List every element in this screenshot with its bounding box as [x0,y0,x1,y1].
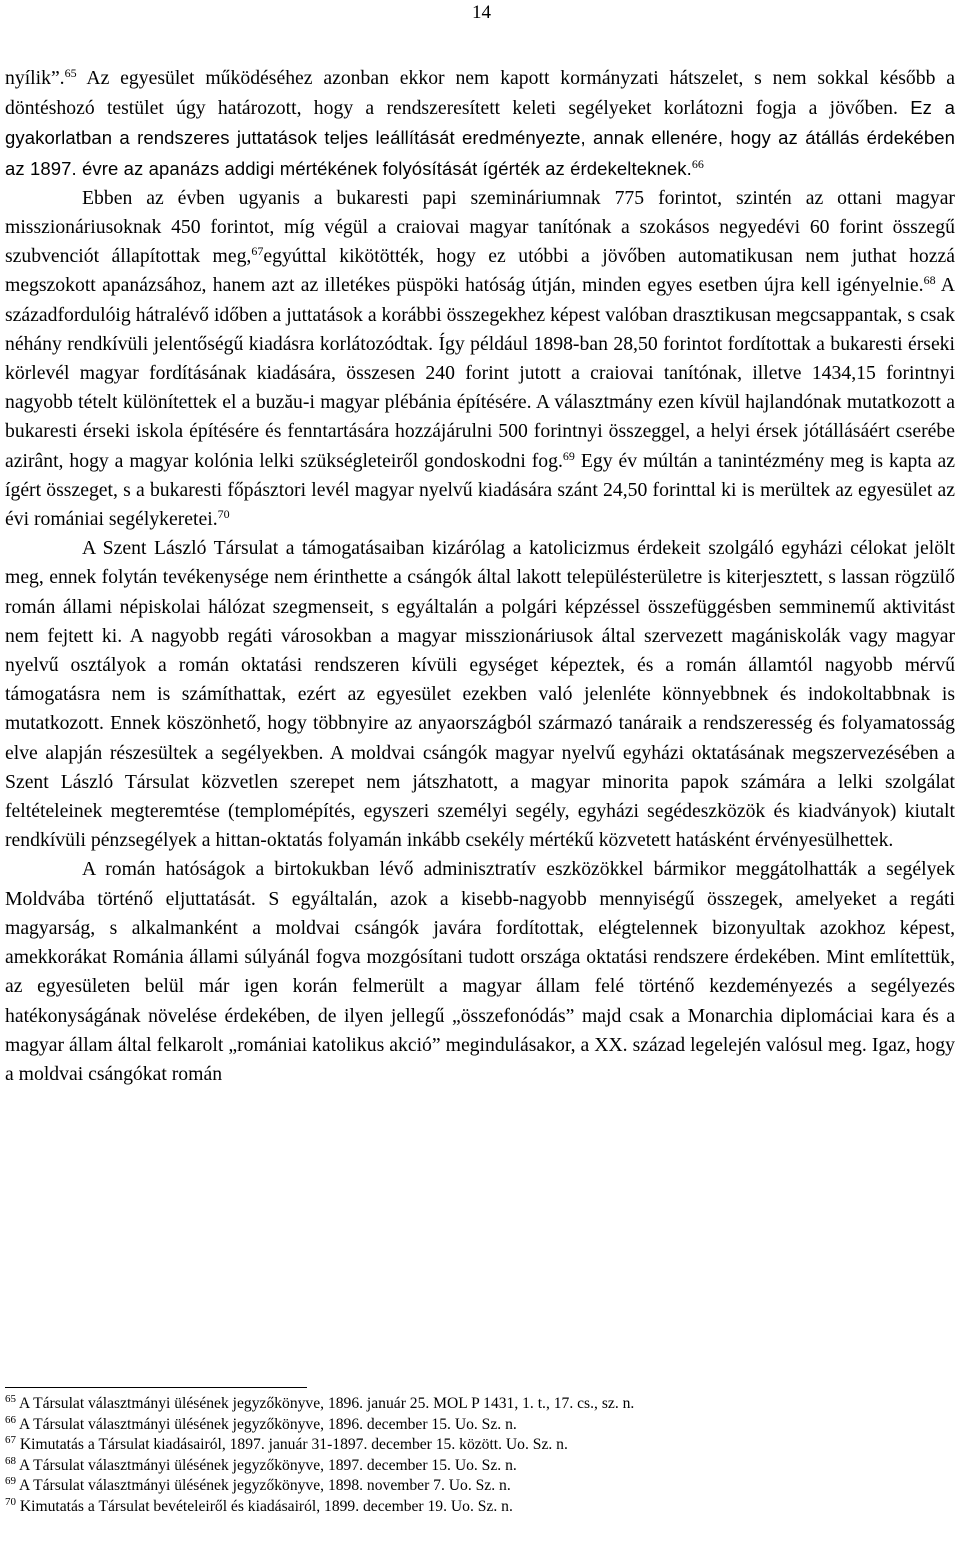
text-segment: egyúttal kikötötték, hogy ez utóbbi a jövőben automatikusan nem juthat hozzá megszokott apanázsához, hanem azt az illetékes püspöki hatóság útján, minden egyes esetben újra kell igényelnie. [5,245,955,297]
footnote-text: A Társulat választmányi ülésének jegyzőkönyve, 1896. december 15. Uo. Sz. n. [19,1415,517,1433]
text-segment: Ez a gyakorlatban a rendszeres juttatások teljes leállítását eredményezte, annak ellenére, hogy az átállás érdekében az 1897. évre az apanázs addigi mértékének folyósítását ígérték az érdekelteknek. [5,97,955,179]
body-text [5,64,955,1089]
footnote-reference: 65 [64,66,77,80]
page-number: 14 [472,2,491,23]
footnote-number: 69 [5,1475,16,1488]
text-segment: Egy év múltán a tanintézmény meg is kapta az ígért összeget, s a bukaresti főpásztori levél magyar nyelvű kiadására szánt 24,50 forinttal ki is merültek az egyesület az évi romániai segélykeretei. [5,449,955,531]
footnote-text: A Társulat választmányi ülésének jegyzőkönyve, 1896. január 25. MOL P 1431, 1. t., 17. cs., sz. n. [19,1395,635,1412]
text-segment: A Szent László Társulat a támogatásaiban kizárólag a katolicizmus érdekeit szolgáló egyházi célokat jelölt meg, ennek folytán tevékenysége nem érinthette a csángók által lakott településterületre is kiterjesztett, s lassan rögzülő román állami népiskolai hálózat szegmenseit, s egyáltalán a polgári képzéssel összefüggésben semminemű aktivitást nem fejtett ki. A nagyobb regáti városokban a magyar misszionáriusok által szervezett magániskolák vagy magyar nyelvű osztályok a román oktatási rendszeren kívüli egységet képeztek, és a román államtól nagyobb mérvű támogatásra nem is számíthattak, ezért az egyesület ezekben való jelenléte könnyebbnek és indokoltabbnak is mutatkozott. Ennek köszönhető, hogy többnyire az anyaországból származó tanáraik a rendszeresség és folyamatosság elve alapján részesültek a segélyekben. A moldvai csángók magyar nyelvű egyházi oktatásának megszervezésében a Szent László Társulat közvetlen szerepet nem játszhatott, a magyar minorita papok számára a lelki szolgálat feltételeinek megteremtése (templomépítés, egyszeri személyi segély, egyházi segédeszközök és kiadványok) kiutalt rendkívüli pénzsegélyek a hittan-oktatás folyamán inkább csekély mértékű közvetett hatásként érvényesülhettek. [5,537,955,852]
footnote-number: 66 [5,1413,16,1426]
footnote [5,1476,955,1497]
footnote-reference: 70 [217,507,230,522]
footnote [5,1415,955,1436]
footnote-separator [5,1387,307,1388]
footnote-text: A Társulat választmányi ülésének jegyzőkönyve, 1898. november 7. Uo. Sz. n. [19,1477,511,1495]
footnote-reference: 68 [923,273,936,288]
footnote-reference: 66 [691,156,704,171]
paragraph [5,855,955,1089]
paragraph [5,64,955,184]
footnote [5,1497,955,1518]
text-segment: Az egyesület működéséhez azonban ekkor nem kapott kormányzati hátszelet, s nem sokkal később a döntéshozó testület úgy határozott, hogy a rendszeresített keleti segélyeket korlátozni fogja a jövőben. [5,67,955,120]
footnote [5,1435,955,1456]
footnote-number: 65 [5,1393,16,1405]
footnote-reference: 67 [251,244,264,259]
paragraph [5,184,955,534]
text-segment: A román hatóságok a birtokukban lévő adminisztratív eszközökkel bármikor meggátolhatták a segélyek Moldvába történő eljuttatását. S egyáltalán, azok a kisebb-nagyobb mennyiségű összegek, amelyeket a regáti magyarság, s alkalmanként a moldvai csángók javára fordítottak, elégtelennek bizonyultak azokhoz képest, amekkorákat Románia állami súlyánál fogva mozgósítani tudott országa oktatási rendszere érdekében. Mint említettük, az egyesületen belül már igen korán felmerült a magyar állam felé történő kezdeményezés a segélyezés hatékonyságának növelése érdekében, de ilyen jellegű „összefonódás” majd csak a Monarchia diplomáciai kara és a magyar állam által felkarolt „romániai katolikus akció” megindulásakor, a XX. század legelején valósul meg. Igaz, hogy a moldvai csángókat román [5,858,955,1085]
footnote-text: Kimutatás a Társulat bevételeiről és kiadásairól, 1899. december 19. Uo. Sz. n. [19,1497,513,1515]
footnote-text: A Társulat választmányi ülésének jegyzőkönyve, 1897. december 15. Uo. Sz. n. [19,1456,517,1474]
footnote-number: 67 [5,1434,16,1447]
footnote-text: Kimutatás a Társulat kiadásairól, 1897. január 31-1897. december 15. között. Uo. Sz. n. [19,1436,568,1454]
footnotes [5,1394,955,1518]
footnote-reference: 69 [562,448,575,463]
text-segment: Ebben az évben ugyanis a bukaresti papi szemináriumnak 775 forintot, szintén az ottani magyar misszionáriusoknak 450 forintot, míg végül a craiovai magyar tanítónak a szokásos negyedévi 60 forint összegű szubvenciót állapítottak meg, [5,186,955,268]
text-segment: nyílik”. [5,67,65,89]
footnote-number: 70 [5,1495,16,1508]
footnote-number: 68 [5,1454,16,1467]
paragraph [5,534,955,855]
text-segment: A századfordulóig hátralévő időben a juttatások a korábbi összegekhez képest valóban drasztikusan megcsappantak, s csak néhány rendkívüli jelentőségű kiadásra korlátozódtak. Így például 1898-ban 28,50 forintot fordítottak a bukaresti érseki körlevél magyar fordításának kiadására, összesen 240 forint jutott a craiovai tanítónak, illetve 1434,15 forintnyi nagyobb tételt különítettek el a buzău-i magyar plébánia építésére. A választmány ezen kívül hajlandónak mutatkozott a bukaresti érseki iskola építésére és fenntartására hozzájárulni 500 forintnyi összeggel, a helyi érsek jótállásáért cserébe azirânt, hogy a magyar kolónia lelki szükségleteiről gondoskodni fog. [5,274,955,472]
footnote [5,1394,955,1415]
footnote [5,1456,955,1477]
